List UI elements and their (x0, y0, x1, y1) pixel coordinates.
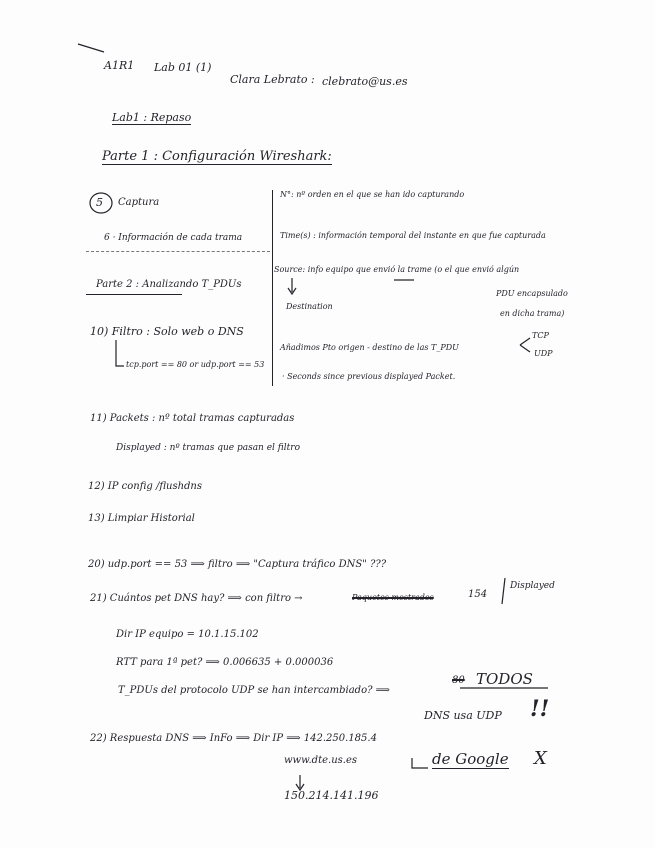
item21-question: 21) Cuántos pet DNS hay? ⟹ con filtro → (90, 593, 303, 604)
item21-todos-crossed: 80 (452, 675, 465, 686)
item12-text: 12) IP config /flushdns (88, 481, 202, 492)
note-destination: Destination (286, 302, 333, 311)
lab1-title: Lab1 : Repaso (112, 111, 192, 124)
pen-scratch (78, 44, 104, 52)
item21-todos: TODOS (476, 670, 533, 688)
lab-number: Lab 01 (1) (154, 61, 212, 74)
author-email: clebrato@us.es (322, 75, 408, 88)
note-tcp: TCP (532, 331, 549, 340)
parte2-title: Parte 2 : Analizando T_PDUs (96, 279, 242, 290)
column-divider (272, 190, 273, 386)
item10-filter: tcp.port == 80 or udp.port == 53 (126, 360, 265, 369)
item21-dns-udp: DNS usa UDP (424, 709, 502, 722)
note-seconds: · Seconds since previous displayed Packet. (282, 372, 456, 381)
item22-ip: 150.214.141.196 (284, 789, 379, 802)
item13-text: 13) Limpiar Historial (88, 513, 195, 524)
item21-exclamation: !! (530, 696, 550, 722)
item5-text: Captura (118, 197, 160, 208)
item10-text: 10) Filtro : Solo web o DNS (90, 325, 244, 338)
item11-displayed: Displayed : nº tramas que pasan el filtro (116, 443, 300, 453)
item6-text: 6 · Información de cada trama (104, 233, 243, 243)
note-analizamos: Añadimos Pto origen - destino de las T_PDU (280, 343, 459, 352)
item20-text: 20) udp.port == 53 ⟹ filtro ⟹ "Captura tráfico DNS" ??? (88, 559, 387, 570)
item22-site: www.dte.us.es (284, 755, 357, 766)
item21-ip: Dir IP equipo = 10.1.15.102 (116, 629, 259, 640)
item21-rtt: RTT para 1ª pet? ⟹ 0.006635 + 0.000036 (116, 657, 334, 668)
item21-crossed-text: Paquetes mostrados (352, 593, 434, 602)
item21-tpdu: T_PDUs del protocolo UDP se han intercambiado? ⟹ (118, 685, 390, 696)
item22-google: de Google (432, 750, 509, 768)
item21-answer: 154 (468, 589, 488, 600)
item22-text: 22) Respuesta DNS ⟹ InFo ⟹ Dir IP ⟹ 142.250.185.4 (90, 733, 377, 744)
parte1-title: Parte 1 : Configuración Wireshark: (102, 149, 332, 164)
note-source-cont1: PDU encapsulado (496, 289, 568, 298)
dashed-separator (86, 251, 270, 252)
note-n: N°: nº orden en el que se han ido capturando (280, 190, 465, 199)
item5-number: 5 (96, 196, 103, 209)
item11-packets: 11) Packets : nº total tramas capturadas (90, 413, 295, 424)
item22-x-mark: X (534, 748, 547, 769)
author-name: Clara Lebrato : (230, 73, 315, 86)
note-source-cont2: en dicha trama) (500, 309, 565, 318)
item21-displayed: Displayed (510, 581, 555, 591)
note-udp: UDP (534, 349, 553, 358)
note-time: Time(s) : información temporal del instante en que fue capturada (280, 231, 546, 240)
note-source: Source: info equipo que envió la trame (o el que envió algún (274, 265, 520, 274)
parte2-underline (86, 294, 182, 295)
course-code: A1R1 (104, 59, 135, 72)
